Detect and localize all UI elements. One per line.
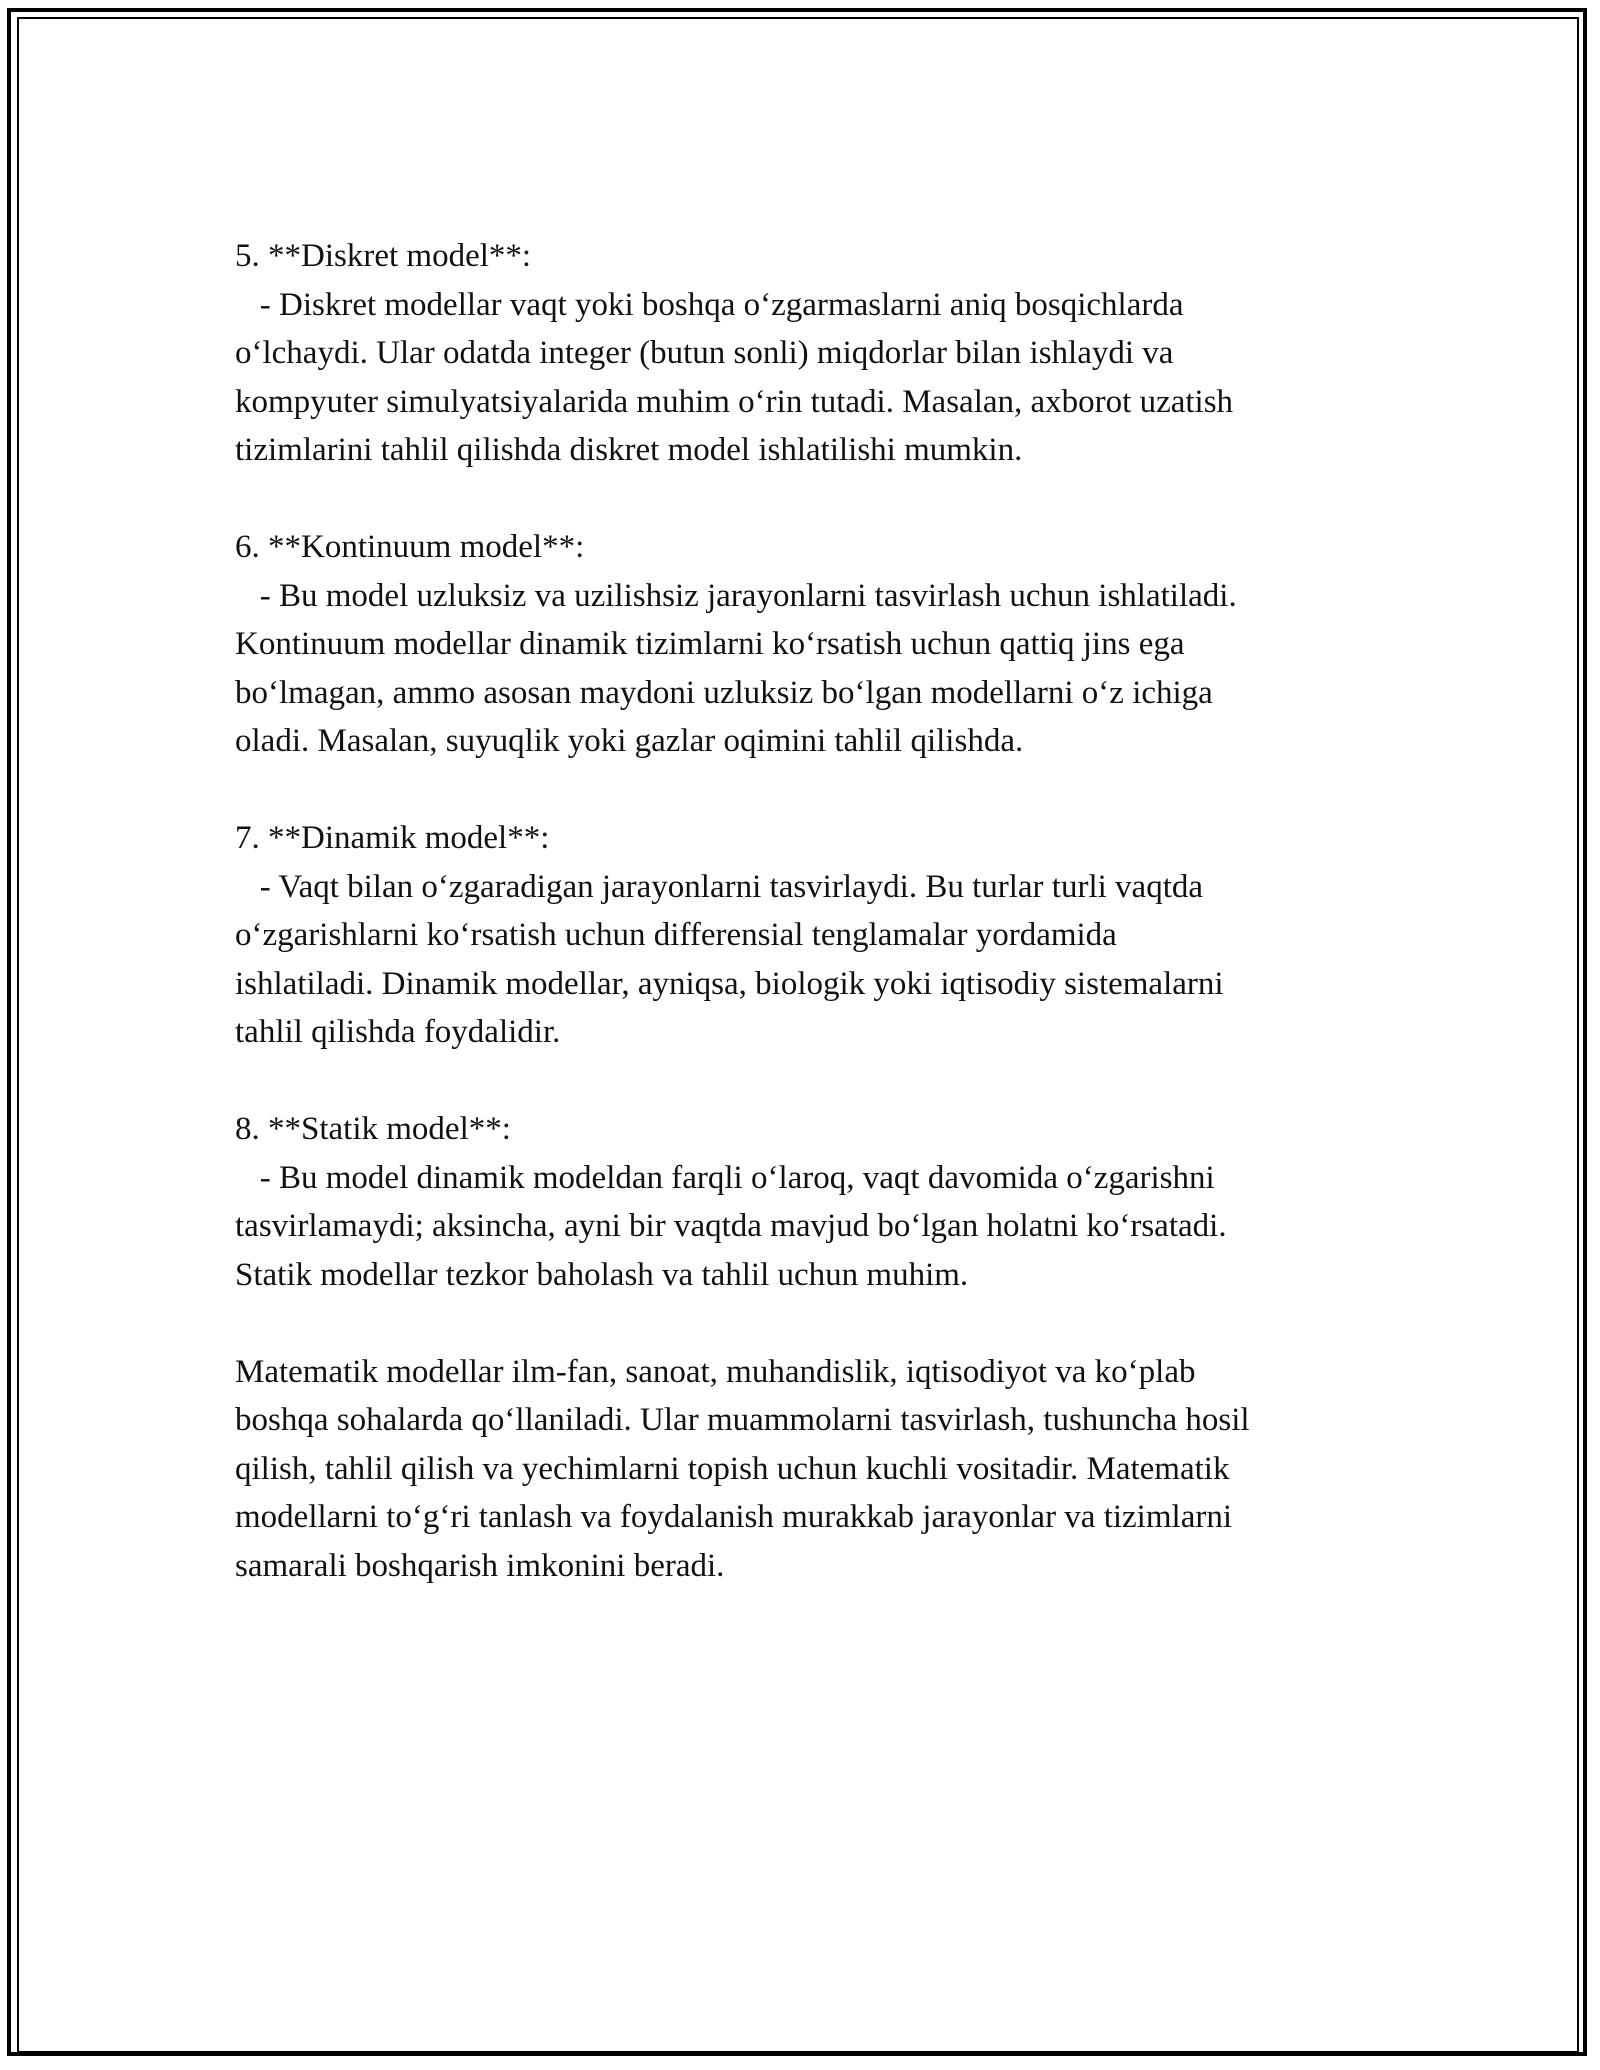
section-dinamik — [235, 814, 1415, 1057]
section-heading: 8. **Statik model**: — [235, 1111, 511, 1147]
paragraph-gap — [235, 766, 1415, 815]
paragraph-line: oladi. Masalan, suyuqlik yoki gazlar oqimini tahlil qilishda. — [235, 723, 1024, 759]
section-kontinuum — [235, 523, 1415, 766]
section-diskret — [235, 232, 1415, 475]
paragraph-line: - Vaqt bilan o‘zgaradigan jarayonlarni tasvirlaydi. Bu turlar turli vaqtda — [235, 868, 1204, 905]
section-heading: 6. **Kontinuum model**: — [235, 529, 585, 565]
paragraph-line: ishlatiladi. Dinamik modellar, ayniqsa, biologik yoki iqtisodiy sistemalarni — [235, 965, 1224, 1002]
paragraph-line: kompyuter simulyatsiyalarida muhim o‘rin tutadi. Masalan, axborot uzatish — [235, 383, 1234, 420]
paragraph-line: - Bu model uzluksiz va uzilishsiz jarayonlarni tasvirlash uchun ishlatiladi. — [235, 577, 1237, 614]
section-heading: 5. **Diskret model**: — [235, 238, 532, 274]
paragraph-gap — [235, 1299, 1415, 1348]
paragraph-line: tahlil qilishda foydalidir. — [235, 1014, 561, 1050]
section-statik — [235, 1105, 1415, 1299]
paragraph-line: o‘lchaydi. Ular odatda integer (butun sonli) miqdorlar bilan ishlaydi va — [235, 335, 1174, 371]
paragraph-gap — [235, 1057, 1415, 1106]
paragraph-line: - Diskret modellar vaqt yoki boshqa o‘zgarmaslarni aniq bosqichlarda — [235, 286, 1184, 323]
paragraph-line: samarali boshqarish imkonini beradi. — [235, 1547, 725, 1584]
paragraph-line: tasvirlamaydi; aksincha, ayni bir vaqtda mavjud bo‘lgan holatni ko‘rsatadi. — [235, 1208, 1227, 1244]
paragraph-line: Statik modellar tezkor baholash va tahlil uchun muhim. — [235, 1256, 969, 1293]
paragraph-line: Kontinuum modellar dinamik tizimlarni ko‘rsatish uchun qattiq jins ega — [235, 626, 1185, 662]
paragraph-line: bo‘lmagan, ammo asosan maydoni uzluksiz bo‘lgan modellarni o‘z ichiga — [235, 674, 1213, 711]
document-body — [235, 232, 1415, 1590]
paragraph-line: qilish, tahlil qilish va yechimlarni topish uchun kuchli vositadir. Matematik — [235, 1450, 1230, 1487]
paragraph-line: tizimlarini tahlil qilishda diskret model ishlatilishi mumkin. — [235, 432, 1023, 468]
paragraph-line: - Bu model dinamik modeldan farqli o‘laroq, vaqt davomida o‘zgarishni — [235, 1159, 1215, 1196]
paragraph-line: Matematik modellar ilm-fan, sanoat, muhandislik, iqtisodiyot va ko‘plab — [235, 1353, 1196, 1390]
paragraph-line: o‘zgarishlarni ko‘rsatish uchun differensial tenglamalar yordamida — [235, 917, 1117, 953]
paragraph-line: modellarni to‘g‘ri tanlash va foydalanish murakkab jarayonlar va tizimlarni — [235, 1499, 1232, 1535]
paragraph-gap — [235, 475, 1415, 524]
paragraph-line: boshqa sohalarda qo‘llaniladi. Ular muammolarni tasvirlash, tushuncha hosil — [235, 1402, 1250, 1438]
conclusion-paragraph — [235, 1348, 1415, 1591]
section-heading: 7. **Dinamik model**: — [235, 820, 550, 856]
